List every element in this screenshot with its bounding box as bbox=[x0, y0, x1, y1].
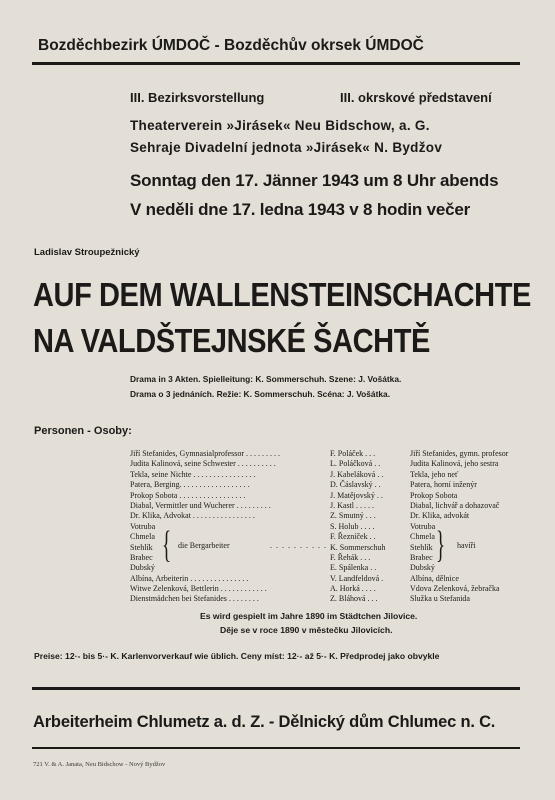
list-item: Diabal, Vermittler und Wucherer . . . . . . . . . bbox=[130, 500, 271, 510]
list-item: E. Spálenka . . bbox=[330, 563, 377, 573]
brace-de: { bbox=[162, 524, 172, 566]
list-item: Z. Bláhová . . . bbox=[330, 594, 378, 604]
roles-cz-list bbox=[410, 449, 540, 605]
setting-de: Es wird gespielt im Jahre 1890 im Städtchen Jilovice. bbox=[200, 611, 418, 621]
list-item: Witwe Zelenková, Bettlerin . . . . . . . . . . . . bbox=[130, 584, 267, 594]
list-item: S. Holub . . . . bbox=[330, 521, 375, 531]
list-item: J. Kabeláková . . bbox=[330, 469, 384, 479]
list-item: Jiří Stefanides, Gymnasialprofessor . . . . . . . . . bbox=[130, 449, 280, 458]
list-item: Dr. Klika, advokát bbox=[410, 511, 470, 521]
dot-leader: . . . . . . . . . . bbox=[270, 541, 327, 550]
title-de: AUF DEM WALLENSTEINSCHACHTE bbox=[33, 276, 531, 313]
list-item: J. Kastl . . . . . bbox=[330, 500, 374, 510]
author: Ladislav Stroupežnický bbox=[34, 247, 140, 258]
list-item: L. Poláčková . . bbox=[330, 459, 381, 469]
list-item: Jiří Stefanides, gymn. profesor bbox=[410, 449, 509, 458]
genre-cz: Drama o 3 jednáních. Režie: K. Sommerschuh. Scéna: J. Vošátka. bbox=[130, 389, 391, 399]
prices: Preise: 12·- bis 5·- K. Karlenvorverkauf wie üblich. Ceny míst: 12·- až 5·- K. Předprodej jako obvykle bbox=[34, 651, 440, 661]
list-item: Tekla, jeho neť bbox=[410, 469, 459, 479]
brace-cz: } bbox=[436, 524, 446, 566]
list-item: Stehlík bbox=[410, 542, 433, 552]
list-item: Votruba bbox=[130, 521, 156, 531]
list-item: Tekla, seine Nichte . . . . . . . . . . . . . . . . bbox=[130, 469, 256, 479]
list-item: Dr. Klika, Advokat . . . . . . . . . . . . . . . . bbox=[130, 511, 255, 521]
list-item: Chmela bbox=[130, 532, 155, 542]
genre-de: Drama in 3 Akten. Spielleitung: K. Sommerschuh. Szene: J. Vošátka. bbox=[130, 374, 402, 384]
list-item: Brabec bbox=[130, 552, 153, 562]
list-item: Votruba bbox=[410, 521, 436, 531]
list-item: Albína, dělnice bbox=[410, 573, 459, 583]
list-item: Z. Smutný . . . bbox=[330, 511, 376, 521]
list-item: Dubský bbox=[130, 563, 155, 573]
list-item: F. Řehák . . . bbox=[330, 552, 371, 562]
list-item: Diabal, lichvář a dohazovač bbox=[410, 500, 500, 510]
performance-de: III. Bezirksvorstellung bbox=[130, 90, 265, 105]
performance-cz: III. okrskové představení bbox=[340, 90, 492, 105]
list-item: Vdova Zelenková, žebračka bbox=[410, 584, 500, 594]
top-rule bbox=[32, 62, 520, 65]
miners-de: die Bergarbeiter bbox=[178, 541, 230, 550]
list-item: Služka u Stefanida bbox=[410, 594, 470, 604]
list-item: K. Sommerschuh bbox=[330, 542, 386, 552]
list-item: V. Landfeldová . bbox=[330, 573, 384, 583]
roles-de-list bbox=[130, 449, 330, 605]
district-header: Bozděchbezirk ÚMDOČ - Bozděchův okrsek ÚMDOČ bbox=[38, 37, 424, 54]
list-item: F. Poláček . . . bbox=[330, 449, 376, 458]
setting-cz: Děje se v roce 1890 v městečku Jilovicích. bbox=[220, 625, 393, 635]
venue-rule-bottom bbox=[32, 747, 520, 749]
printer-note: 721 V. & A. Janata, Neu Bidschow - Nový Bydžov bbox=[33, 761, 166, 768]
miners-cz: havíři bbox=[457, 541, 476, 550]
title-cz: NA VALDŠTEJNSKÉ ŠACHTĚ bbox=[33, 322, 430, 359]
list-item: Prokop Sobota . . . . . . . . . . . . . . . . . bbox=[130, 490, 246, 500]
list-item: Patera, Berging. . . . . . . . . . . . . . . . . . bbox=[130, 480, 250, 490]
list-item: Albína, Arbeiterin . . . . . . . . . . . . . . . bbox=[130, 573, 249, 583]
venue: Arbeiterheim Chlumetz a. d. Z. - Dělnický dům Chlumec n. C. bbox=[33, 713, 496, 731]
troupe-cz: Sehraje Divadelní jednota »Jirásek« N. Bydžov bbox=[130, 140, 443, 155]
troupe-de: Theaterverein »Jirásek« Neu Bidschow, a. G. bbox=[130, 118, 430, 133]
actors-list bbox=[330, 449, 410, 605]
list-item: Brabec bbox=[410, 552, 433, 562]
venue-rule-top bbox=[32, 687, 520, 690]
date-cz: V neděli dne 17. ledna 1943 v 8 hodin večer bbox=[130, 200, 471, 219]
date-de: Sonntag den 17. Jänner 1943 um 8 Uhr abends bbox=[130, 171, 499, 190]
list-item: Judita Kalinová, jeho sestra bbox=[410, 459, 499, 469]
list-item: Dubský bbox=[410, 563, 435, 573]
list-item: Judita Kalinová, seine Schwester . . . . . . . . . . bbox=[130, 459, 276, 469]
list-item: D. Čáslavský . . bbox=[330, 480, 381, 490]
list-item: Chmela bbox=[410, 532, 435, 542]
list-item: Stehlík bbox=[130, 542, 153, 552]
list-item: Dienstmädchen bei Stefanides . . . . . . . . bbox=[130, 594, 259, 604]
list-item: A. Horká . . . . bbox=[330, 584, 376, 594]
cast-heading: Personen - Osoby: bbox=[34, 425, 132, 437]
list-item: Patera, horní inženýr bbox=[410, 480, 477, 490]
list-item: J. Matějovský . . bbox=[330, 490, 383, 500]
list-item: F. Řezníček . . bbox=[330, 532, 376, 542]
list-item: Prokop Sobota bbox=[410, 490, 458, 500]
